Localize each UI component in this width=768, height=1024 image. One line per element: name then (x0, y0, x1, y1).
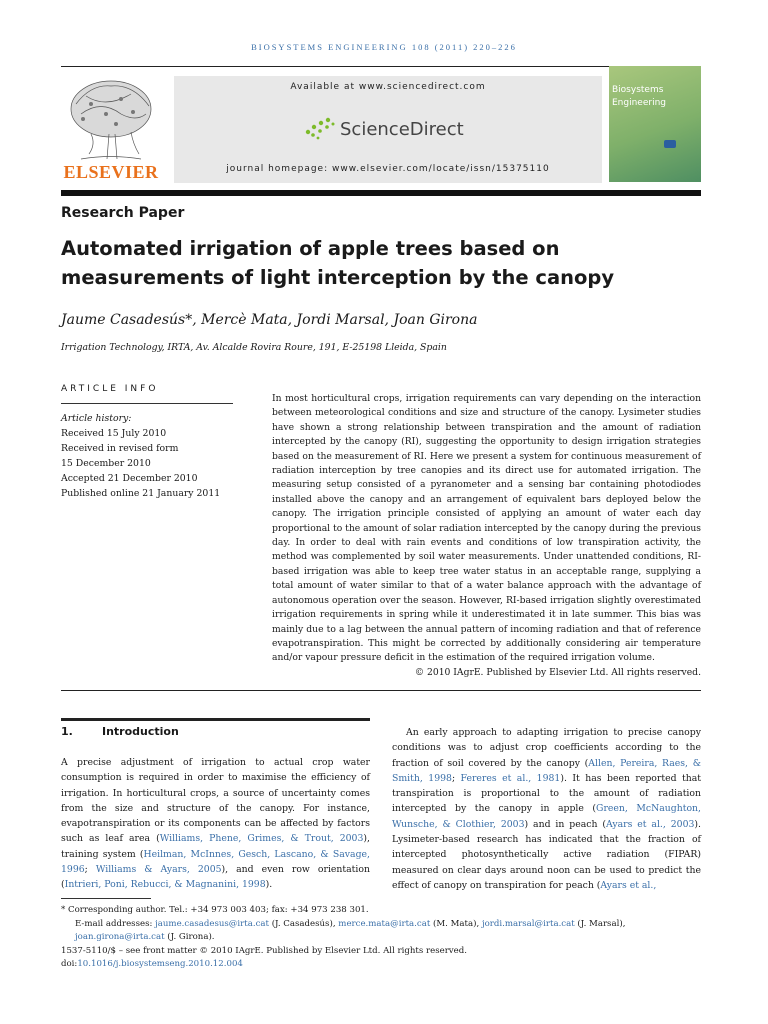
author-list: Jaume Casadesús*, Mercè Mata, Jordi Marsal, Joan Girona (61, 312, 478, 328)
email-link[interactable]: merce.mata@irta.cat (338, 918, 431, 929)
doi-link[interactable]: 10.1016/j.biosystemseng.2010.12.004 (77, 959, 243, 969)
citation-link[interactable]: Heilman, McInnes, Gesch, Lascano, & Savage, 1996 (61, 848, 370, 876)
email-owner: (J. Marsal), (574, 918, 626, 929)
footnotes (61, 904, 706, 972)
issn-line: 1537-5110/$ – see front matter © 2010 IAgrE. Published by Elsevier Ltd. All rights reserved. (61, 945, 467, 956)
sciencedirect-logo (302, 114, 472, 144)
corresponding-author-note: * Corresponding author. Tel.: +34 973 003 403; fax: +34 973 238 301. (61, 905, 369, 915)
citation-link[interactable]: Williams & Ayars, 2005 (95, 864, 222, 876)
section-number: 1. (61, 725, 73, 738)
article-info-heading: ARTICLE INFO (61, 384, 159, 394)
history-line: Accepted 21 December 2010 (61, 473, 198, 484)
history-line: 15 December 2010 (61, 458, 151, 469)
body-text-run: A precise adjustment of irrigation to actual crop water consumption is required in order to maximise the efficiency of irrigation. In horticultural crops, a source of uncertainty comes from the size and structure of the canopy. For instance, evapotranspiration or its components can be affected by factors such as leaf area ( (61, 757, 370, 845)
email-owner: (J. Girona). (164, 932, 215, 942)
body-text-run: An early approach to adapting irrigation to precise canopy conditions was to adjust crop coefficients according to the fraction of soil covered by the canopy ( (392, 727, 701, 769)
top-rule (61, 66, 701, 67)
doi-label: doi: (61, 959, 78, 969)
body-text-run: ). Lysimeter-based research has indicated that the fraction of intercepted photosynthetically active radiation (FIPAR) measured on clear days around noon can be used to predict the effect of canopy on transpiration for peach ( (392, 818, 701, 891)
cover-title (612, 84, 666, 110)
section-rule (61, 718, 370, 721)
email-link[interactable]: jordi.marsal@irta.cat (481, 918, 575, 929)
footnote-rule (61, 898, 151, 899)
body-paragraph (61, 755, 370, 893)
history-line: Received 15 July 2010 (61, 428, 167, 439)
running-head: BIOSYSTEMS ENGINEERING 108 (2011) 220–226 (251, 42, 517, 52)
section-title: Introduction (102, 725, 179, 738)
abstract-bottom-rule (61, 690, 701, 691)
body-text-run: ; (451, 772, 461, 784)
history-line: Received in revised form (61, 443, 179, 454)
history-label: Article history: (61, 413, 132, 424)
cover-title-line1: Biosystems (612, 85, 664, 95)
sciencedirect-dots-icon (302, 114, 338, 144)
citation-link[interactable]: Fereres et al., 1981 (460, 772, 561, 784)
sciencedirect-wordmark: ScienceDirect (340, 119, 464, 140)
body-text-run: ) and in peach ( (524, 818, 607, 830)
body-text-run: ; (84, 864, 96, 876)
affiliation: Irrigation Technology, IRTA, Av. Alcalde Rovira Roure, 191, E-25198 Lleida, Spain (61, 342, 447, 353)
publisher-name: ELSEVIER (63, 162, 159, 182)
abstract-copyright: © 2010 IAgrE. Published by Elsevier Ltd. All rights reserved. (414, 666, 701, 678)
body-paragraph (392, 725, 701, 893)
citation-link[interactable]: Ayars et al., (600, 879, 657, 891)
citation-link[interactable]: Ayars et al., 2003 (606, 818, 695, 830)
email-addresses (61, 918, 706, 945)
body-text-run: ). (265, 879, 273, 891)
article-info-rule (61, 403, 233, 404)
email-owner: (J. Casadesús), (268, 918, 339, 929)
history-line: Published online 21 January 2011 (61, 488, 221, 499)
citation-link[interactable]: Williams, Phene, Grimes, & Trout, 2003 (159, 833, 364, 845)
citation-link[interactable]: Intrieri, Poni, Rebucci, & Magnanini, 1998 (64, 879, 266, 891)
header-thick-rule (61, 190, 701, 196)
body-column-left (61, 755, 370, 893)
body-text-run: ), training system ( (61, 833, 370, 860)
article-title: Automated irrigation of apple trees based on measurements of light interception by the canopy (61, 237, 615, 289)
body-text-run: ), and even row orientation ( (61, 864, 370, 891)
sciencedirect-availability[interactable]: Available at www.sciencedirect.com (290, 82, 486, 92)
email-link[interactable]: joan.girona@irta.cat (75, 932, 165, 942)
abstract-text: In most horticultural crops, irrigation requirements can vary depending on the interaction between meteorological conditions and size and structure of the canopy. Lysimeter studies have shown a strong relationship between transpiration and the amount of radiation intercepted by the canopy (RI), suggesting the opportunity to design irrigation strategies based on the measurement of RI. Here we present a system for continuous measurement of radiation interception by tree canopies and its direct use for automated irrigation. The measuring setup consisted of a pyranometer and a sensing bar containing photodiodes installed above the canopy and an arrangement of equivalent bars deployed below the canopy. The irrigation principle consisted of applying an amount of water each day proportional to the amount of solar radiation intercepted by the canopy during the previous day. In order to deal with rain events and conditions of low transpiration activity, the method was complemented by soil water measurements. Under unattended conditions, RI-based irrigation was able to keep tree water status in an acceptable range, supplying a total amount of water similar to that of a water balance approach with the advantage of autonomous operation over the season. However, RI-based irrigation slightly overestimated irrigation requirements in spring while it underestimated it in late summer. This bias was mainly due to a lag between the annual pattern of incoming radiation and that of reference evapotranspiration. This might be corrected by additionally considering air temperature and/or vapour pressure deficit in the estimation of the required irrigation volume. (272, 393, 701, 664)
email-label: E-mail addresses: (75, 918, 156, 929)
citation-link[interactable]: Green, McNaughton, Wunsche, & Clothier, 2003 (392, 803, 701, 830)
article-history (61, 411, 241, 501)
journal-homepage[interactable]: journal homepage: www.elsevier.com/locate/issn/15375110 (226, 164, 550, 174)
citation-link[interactable]: Allen, Pereira, Raes, & Smith, 1998 (392, 757, 701, 784)
article-type: Research Paper (61, 205, 185, 221)
doi-line (61, 958, 706, 972)
cover-badge-icon (664, 140, 676, 148)
elsevier-logo (61, 74, 161, 184)
abstract (272, 392, 701, 680)
cover-title-line2: Engineering (612, 98, 666, 108)
email-link[interactable]: jaume.casadesus@irta.cat (155, 918, 269, 929)
body-text-run: ). It has been reported that transpiration is proportional to the amount of radiation intercepted by the canopy in apple ( (392, 772, 701, 815)
email-owner: (M. Mata), (430, 918, 482, 929)
body-column-right (392, 725, 701, 893)
